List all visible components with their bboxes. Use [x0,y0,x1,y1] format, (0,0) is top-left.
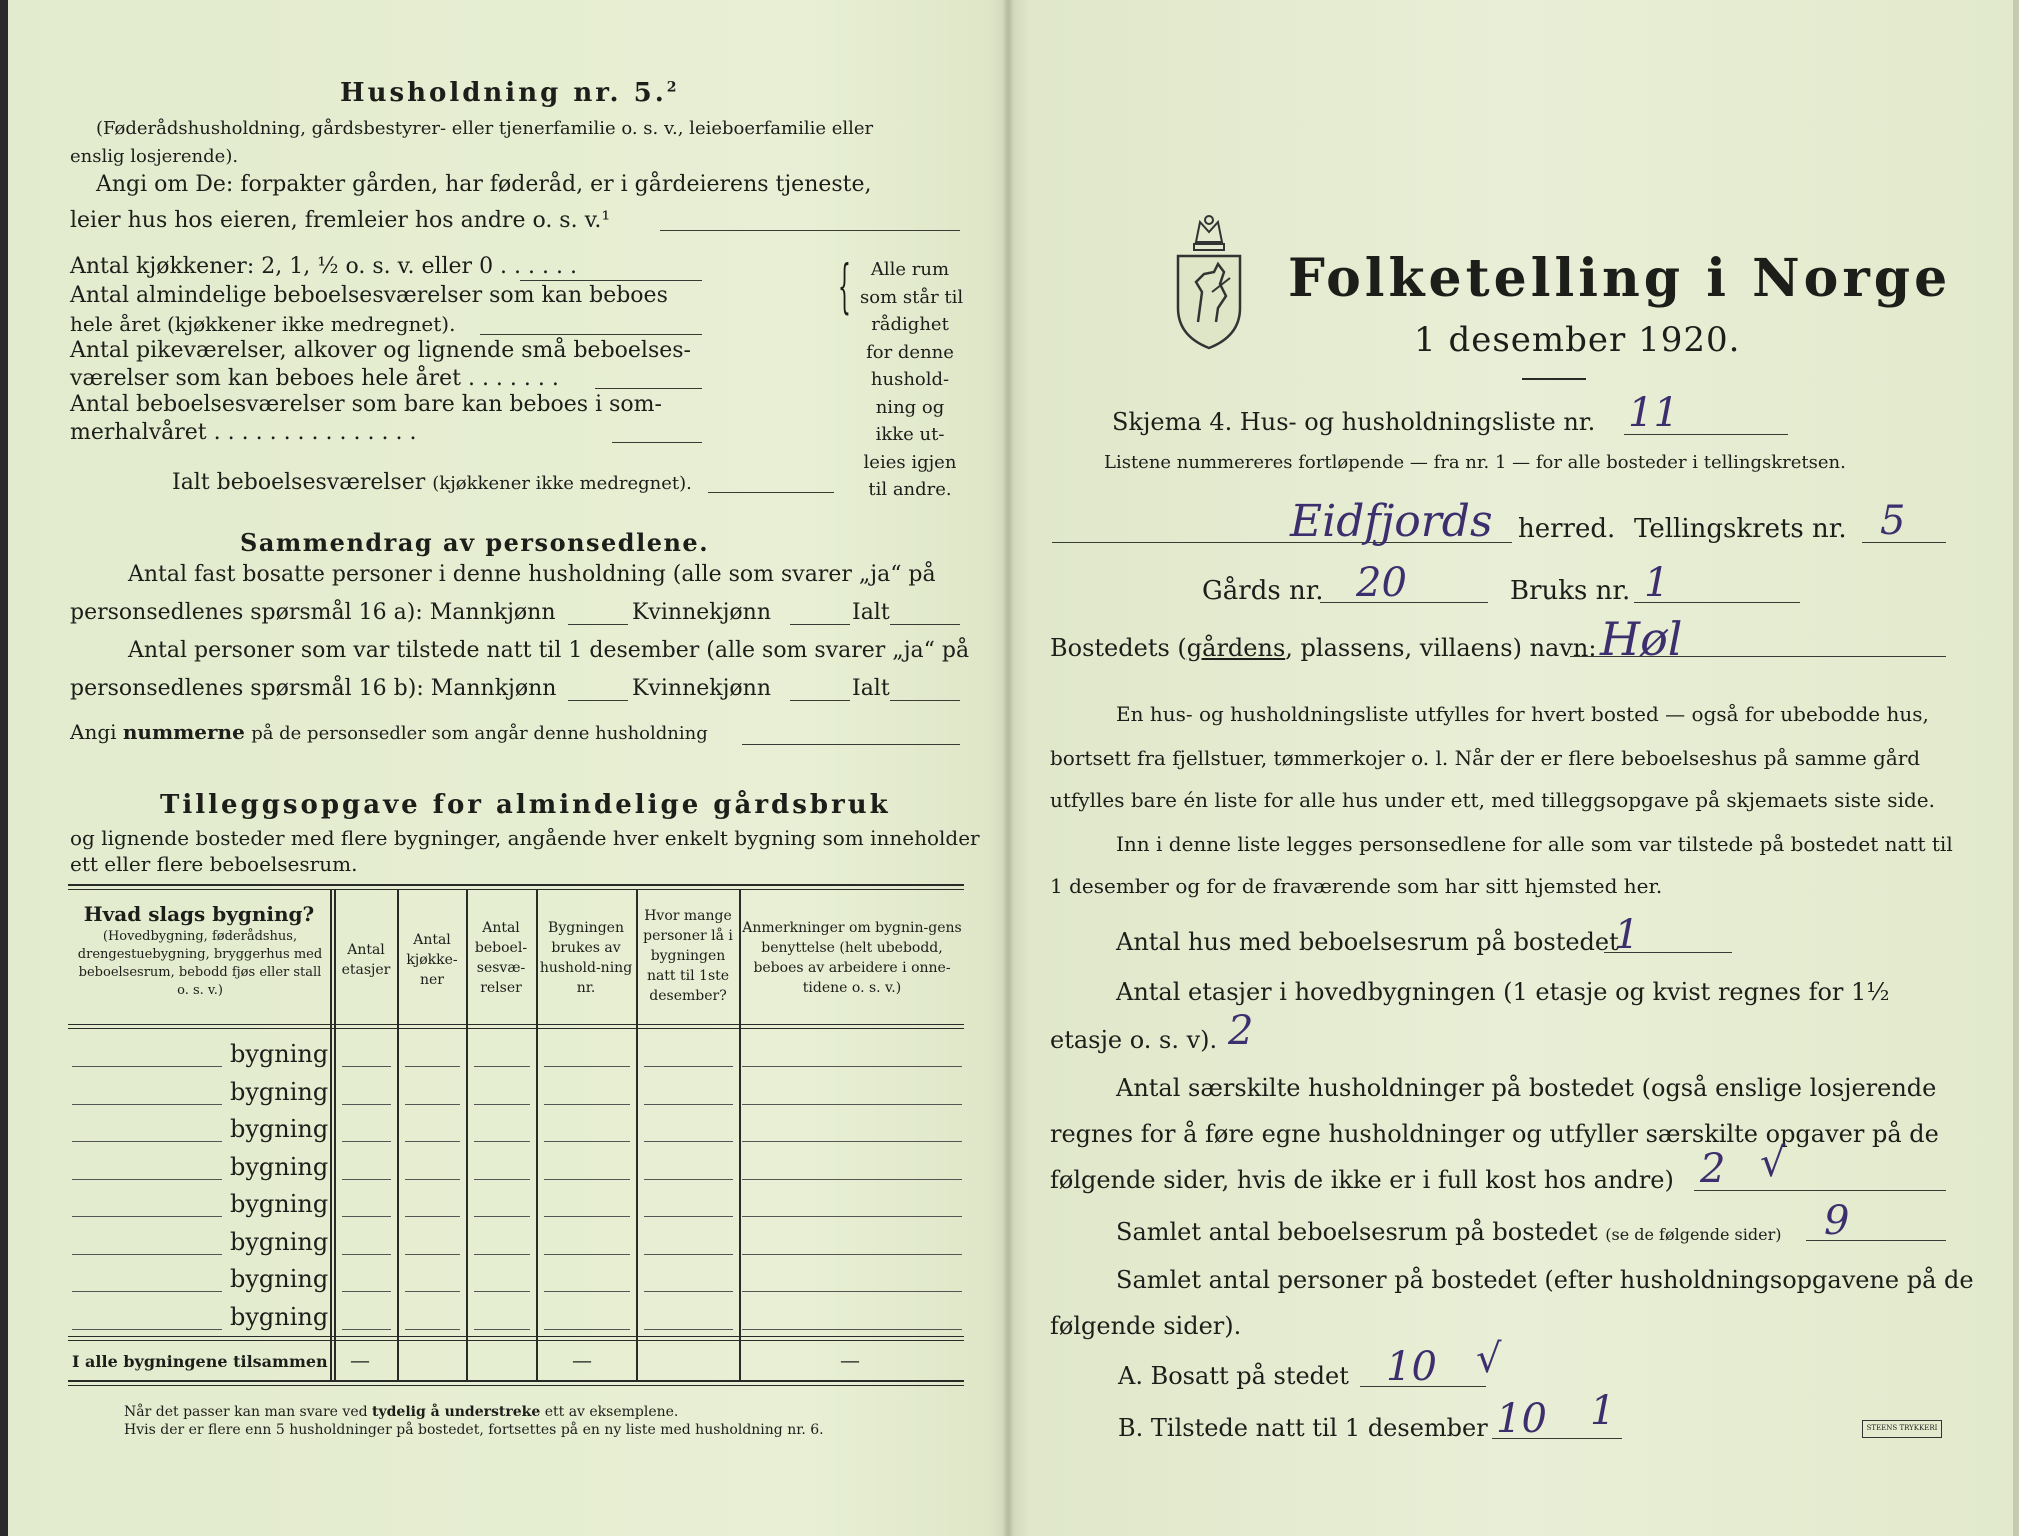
households-value[interactable]: 2 [1700,1146,1726,1192]
page-fold [1002,0,1014,1536]
info-line-5: 1 desember og for de fraværende som har sitt hjemsted her. [1050,874,1663,898]
building-cell[interactable] [474,1329,530,1330]
list-number-value[interactable]: 11 [1628,390,1679,436]
col-rooms-header: Antal beboel-sesvæ-relser [474,920,528,996]
total-rooms-label: Ialt beboelsesværelser (kjøkkener ikke medregnet). [172,470,692,495]
fast-male-field[interactable] [568,624,628,625]
building-cell[interactable] [405,1291,460,1292]
angi-answer-line[interactable] [660,230,960,231]
resident-label: A. Bosatt på stedet [1118,1362,1349,1390]
building-type-field[interactable] [72,1216,222,1217]
building-cell[interactable] [342,1216,391,1217]
building-cell[interactable] [644,1179,733,1180]
building-cell[interactable] [544,1329,630,1330]
col-remarks-header: Anmerkninger om bygnin-gens benyttelse (helt ubebodd, beboes av arbeidere i onne-tidene o. s. v.) [742,920,962,996]
gards-label: Gårds nr. [1202,576,1324,606]
angi-numbers-label: Angi nummerne på de personsedler som angår denne husholdning [70,720,708,744]
building-cell[interactable] [644,1216,733,1217]
tellingskrets-value[interactable]: 5 [1880,498,1906,544]
building-type-field[interactable] [72,1291,222,1292]
fast-line-2: personsedlenes spørsmål 16 a): Mannkjønn [70,600,556,625]
building-row-label: bygning [230,1227,329,1256]
households-line [1694,1190,1946,1191]
fast-female-label: Kvinnekjønn [632,600,771,625]
summer-rooms-answer-line[interactable] [612,442,702,443]
building-cell[interactable] [644,1104,733,1105]
present-right-label: B. Tilstede natt til 1 desember [1118,1414,1488,1442]
building-cell[interactable] [342,1329,391,1330]
fast-total-label: Ialt [852,600,890,625]
col-household-header: Bygningen brukes av hushold-ning nr. [539,920,633,996]
ordinary-rooms-answer-line[interactable] [480,334,702,335]
present-right-mark: 1 [1590,1388,1616,1434]
tellingskrets-label: Tellingskrets nr. [1634,514,1847,544]
scan-edge-left [0,0,8,1536]
houses-label: Antal hus med beboelsesrum på bostedet [1116,928,1619,956]
building-cell[interactable] [342,1104,391,1105]
households-check-mark: √ [1760,1140,1786,1186]
present-line-1: Antal personer som var tilstede natt til 1 desember (alle som svarer „ja“ på [128,638,970,663]
bostedet-value[interactable]: Høl [1600,612,1683,666]
kitchens-answer-line[interactable] [520,280,702,281]
households-label-2: regnes for å føre egne husholdninger og utfyller særskilte opgaver på de [1050,1120,1939,1148]
building-type-field[interactable] [72,1104,222,1105]
building-cell[interactable] [644,1291,733,1292]
info-line-3: utfylles bare én liste for alle hus under ett, med tilleggsopgave på skjemaets siste side. [1050,788,1935,812]
col-building-title: Hvad slags bygning? [83,902,315,926]
angi-line-1: Angi om De: forpakter gården, har føderåd, er i gårdeierens tjeneste, [96,172,872,197]
building-cell[interactable] [474,1104,530,1105]
building-cell[interactable] [742,1329,962,1330]
small-rooms-label-1: Antal pikeværelser, alkover og lignende små beboelses- [70,338,691,363]
col-building-sub: (Hovedbygning, føderådshus, drengestuebygning, bryggerhus med beboelsesrum, bebodd fjøs eller stall o. s. v.) [77,929,323,998]
building-type-field[interactable] [72,1329,222,1330]
present-line-2: personsedlenes spørsmål 16 b): Mannkjønn [70,676,557,701]
present-right-line [1492,1438,1622,1439]
building-row-label: bygning [230,1115,329,1143]
building-cell[interactable] [544,1254,630,1255]
building-cell[interactable] [644,1066,733,1067]
footnote-2: Hvis der er flere enn 5 husholdninger på bostedet, fortsettes på en ny liste med husholdning nr. 6. [124,1422,824,1438]
building-cell[interactable] [742,1104,962,1105]
floors-label-1: Antal etasjer i hovedbygningen (1 etasje og kvist regnes for 1½ [1116,978,1890,1006]
building-cell[interactable] [405,1216,460,1217]
present-total-label: Ialt [852,676,890,701]
kitchens-label: Antal kjøkkener: 2, 1, ½ o. s. v. eller 0 . . . . . . [70,254,577,279]
building-cell[interactable] [474,1216,530,1217]
building-row-label: bygning [230,1152,329,1181]
bruks-value[interactable]: 1 [1644,560,1670,606]
building-cell[interactable] [474,1179,530,1180]
present-right-value[interactable]: 10 [1496,1396,1547,1442]
resident-line [1360,1386,1486,1387]
bruks-line [1634,602,1800,603]
building-cell[interactable] [742,1216,962,1217]
census-title: Folketelling i Norge [1288,248,1952,309]
title-divider [1522,378,1586,380]
total-persons-label-1: Samlet antal personer på bostedet (efter husholdningsopgavene på de [1116,1266,1974,1294]
intro-line-2: enslig losjerende). [70,146,239,167]
ordinary-rooms-label-2: hele året (kjøkkener ikke medregnet). [70,312,456,336]
intro-line-1: (Føderådshusholdning, gårdsbestyrer- eller tjenerfamilie o. s. v., leieboerfamilie eller [96,118,874,139]
building-cell[interactable] [342,1066,391,1067]
tellingskrets-line [1862,542,1946,543]
numbering-note: Listene nummereres fortløpende — fra nr. 1 — for alle bosteder i tellingskretsen. [1104,452,1846,473]
total-floors-dash: — [350,1348,370,1372]
present-total-field[interactable] [890,700,960,701]
small-rooms-answer-line[interactable] [595,388,702,389]
building-row-label: bygning [230,1265,329,1293]
gards-value[interactable]: 20 [1356,560,1407,606]
building-cell[interactable] [742,1066,962,1067]
building-cell[interactable] [405,1179,460,1180]
col-floors-header: Antal etasjer [341,942,391,978]
ordinary-rooms-label-1: Antal almindelige beboelsesværelser som kan beboes [70,283,668,308]
building-cell[interactable] [474,1066,530,1067]
building-cell[interactable] [405,1329,460,1330]
summary-heading: Sammendrag av personsedlene. [240,528,710,557]
total-persons-label-2: følgende sider). [1050,1312,1242,1340]
info-line-4: Inn i denne liste legges personsedlene for alle som var tilstede på bostedet natt til [1116,832,1953,856]
footnote-1: Når det passer kan man svare ved tydelig å understreke ett av eksemplene. [124,1404,679,1420]
census-date: 1 desember 1920. [1414,320,1741,360]
building-row-label: bygning [230,1302,329,1331]
bostedet-line [1570,656,1946,657]
total-rooms-right-label: Samlet antal beboelsesrum på bostedet (se de følgende sider) [1116,1218,1782,1246]
col-kitchens-header: Antal kjøkke-ner [406,932,458,988]
present-female-label: Kvinnekjønn [632,676,771,701]
info-line-2: bortsett fra fjellstuer, tømmerkojer o. l. Når der er flere beboelseshus på samme gård [1050,746,1921,770]
building-cell[interactable] [405,1254,460,1255]
angi-numbers-field[interactable] [742,744,960,745]
building-row-label: bygning [230,1190,329,1218]
fast-female-field[interactable] [790,624,850,625]
herred-value[interactable]: Eidfjords [1290,496,1493,547]
building-type-field[interactable] [72,1254,222,1255]
printer-stamp: STEENS TRYKKERI [1862,1420,1942,1438]
building-cell[interactable] [544,1216,630,1217]
building-cell[interactable] [644,1329,733,1330]
total-rooms-value[interactable]: 9 [1824,1198,1850,1244]
building-cell[interactable] [544,1179,630,1180]
total-buildings-label: I alle bygningene tilsammen [72,1352,328,1371]
building-cell[interactable] [644,1254,733,1255]
total-remarks-dash: — [840,1348,860,1372]
total-rooms-answer-line[interactable] [708,492,834,493]
fast-total-field[interactable] [890,624,960,625]
building-cell[interactable] [544,1141,630,1142]
floors-value[interactable]: 2 [1228,1008,1254,1054]
building-cell[interactable] [405,1104,460,1105]
total-rooms-line [1806,1240,1946,1241]
resident-value[interactable]: 10 [1386,1344,1437,1390]
building-cell[interactable] [742,1291,962,1292]
houses-line [1604,952,1732,953]
fast-line-1: Antal fast bosatte personer i denne husholdning (alle som svarer „ja“ på [128,562,936,587]
bruks-label: Bruks nr. [1510,576,1631,606]
household-title: Husholdning nr. 5.$^2$ [340,78,680,108]
houses-value[interactable]: 1 [1614,912,1640,958]
small-rooms-label-2: værelser som kan beboes hele året . . . . . . . [70,366,559,391]
building-cell[interactable] [342,1291,391,1292]
building-cell[interactable] [474,1254,530,1255]
gards-line [1320,602,1488,603]
farm-intro-2: ett eller flere beboelsesrum. [70,852,358,876]
angi-line-2: leier hus hos eieren, fremleier hos andre o. s. v.¹ [70,208,611,233]
building-cell[interactable] [474,1141,530,1142]
households-label-3: følgende sider, hvis de ikke er i full kost hos andre) [1050,1166,1674,1194]
coat-of-arms-icon [1168,212,1250,352]
farm-heading: Tilleggsopgave for almindelige gårdsbruk [160,790,891,820]
building-type-field[interactable] [72,1141,222,1142]
farm-intro-1: og lignende bosteder med flere bygninger, angående hver enkelt bygning som inneholder [70,826,980,850]
present-male-field[interactable] [568,700,628,701]
building-cell[interactable] [342,1254,391,1255]
info-line-1: En hus- og husholdningsliste utfylles for hvert bosted — også for ubebodde hus, [1116,702,1929,726]
building-cell[interactable] [644,1141,733,1142]
building-cell[interactable] [342,1179,391,1180]
building-cell[interactable] [742,1141,962,1142]
building-row-label: bygning [230,1077,329,1106]
bostedet-label: Bostedets (gårdens, plassens, villaens) navn: [1050,634,1597,662]
building-cell[interactable] [544,1066,630,1067]
building-cell[interactable] [742,1254,962,1255]
building-cell[interactable] [342,1141,391,1142]
resident-check-mark: √ [1476,1336,1502,1382]
brace-icon: { [838,252,851,320]
list-number-line [1624,434,1788,435]
floors-label-2: etasje o. s. v). [1050,1026,1218,1054]
building-cell[interactable] [474,1291,530,1292]
summer-rooms-label-2: merhalvåret . . . . . . . . . . . . . . . [70,420,417,445]
summer-rooms-label-1: Antal beboelsesværelser som bare kan beboes i som- [70,392,662,417]
households-label-1: Antal særskilte husholdninger på bostedet (også enslige losjerende [1116,1074,1937,1102]
building-cell[interactable] [544,1291,630,1292]
building-cell[interactable] [742,1179,962,1180]
building-cell[interactable] [544,1104,630,1105]
building-type-field[interactable] [72,1179,222,1180]
building-cell[interactable] [405,1066,460,1067]
present-female-field[interactable] [790,700,850,701]
col-persons-header: Hvor mange personer lå i bygningen natt til 1ste desember? [643,908,733,1004]
building-type-field[interactable] [72,1066,222,1067]
bracket-note: Alle rum som står til rådighet for denne hushold- ning og ikke ut- leies igjen til andre. [860,259,964,500]
scan-edge-right [2013,0,2019,1536]
schema-label: Skjema 4. Hus- og husholdningsliste nr. [1112,408,1596,436]
building-row-label: bygning [230,1040,329,1068]
building-cell[interactable] [405,1141,460,1142]
total-household-dash: — [572,1348,592,1372]
herred-label: herred. [1518,514,1616,544]
